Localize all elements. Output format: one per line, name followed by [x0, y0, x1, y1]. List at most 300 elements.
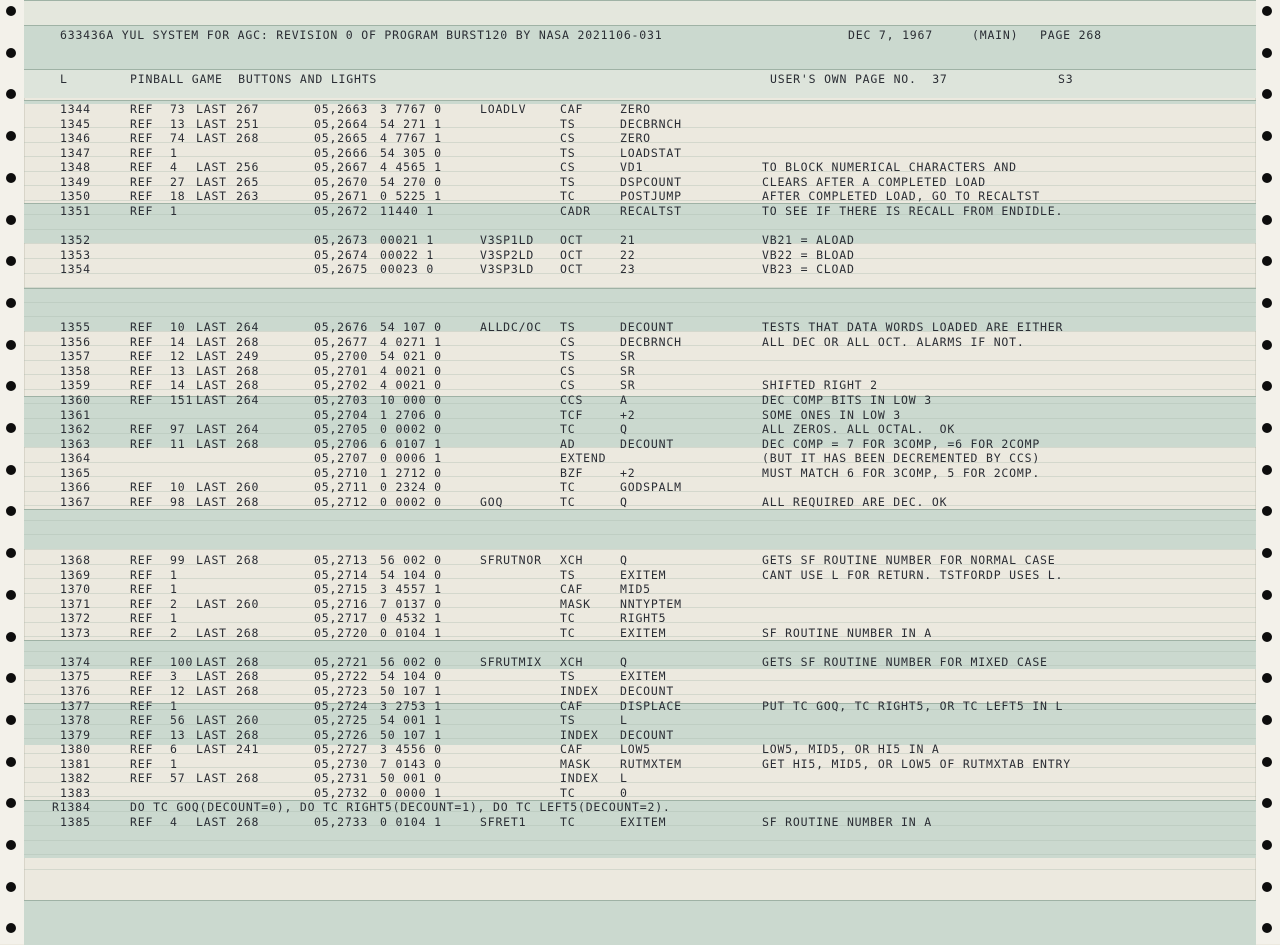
- instruction: XCH: [560, 553, 584, 568]
- ref-keyword: REF: [130, 567, 154, 582]
- line-number: 1359: [60, 378, 91, 393]
- ref-count: 13: [170, 116, 186, 131]
- subheader-title: PINBALL GAME BUTTONS AND LIGHTS: [130, 72, 378, 86]
- last-keyword: LAST: [196, 422, 227, 437]
- operand: L: [620, 713, 628, 728]
- line-number: 1350: [60, 189, 91, 204]
- line-number: 1378: [60, 713, 91, 728]
- last-page: 249: [236, 349, 260, 364]
- ref-keyword: REF: [130, 698, 154, 713]
- instruction: CS: [560, 160, 576, 175]
- ref-count: 1: [170, 698, 178, 713]
- octal-word: 1 2706 0: [380, 407, 442, 422]
- tractor-hole: [1262, 423, 1272, 433]
- tractor-hole: [6, 757, 16, 767]
- line-number: 1362: [60, 422, 91, 437]
- address: 05,2713: [314, 553, 369, 568]
- address: 05,2711: [314, 480, 369, 495]
- print-rule: [24, 476, 1256, 477]
- operand: LOADSTAT: [620, 145, 682, 160]
- tractor-hole: [6, 89, 16, 99]
- header-program: 633436A YUL SYSTEM FOR AGC: REVISION 0 OF PROGRAM BURST120 BY NASA 2021106-031: [60, 28, 663, 42]
- octal-word: 00022 1: [380, 247, 435, 262]
- ref-count: 100: [170, 654, 194, 669]
- tractor-hole: [1262, 89, 1272, 99]
- ref-keyword: REF: [130, 349, 154, 364]
- tractor-hole: [6, 381, 16, 391]
- ref-keyword: REF: [130, 684, 154, 698]
- octal-word: 56 002 0: [380, 654, 442, 669]
- line-number: 1380: [60, 742, 91, 757]
- comment: DEC COMP = 7 FOR 3COMP, =6 FOR 2COMP: [762, 436, 1041, 451]
- ref-keyword: REF: [130, 334, 154, 349]
- last-page: 241: [236, 742, 260, 757]
- ref-keyword: REF: [130, 713, 154, 728]
- instruction: TC: [560, 480, 576, 495]
- print-rule: [24, 229, 1256, 230]
- ref-keyword: REF: [130, 363, 154, 378]
- address: 05,2715: [314, 582, 369, 597]
- ref-keyword: DO TC GOQ(DECOUNT=0), DO TC RIGHT5(DECOUNT=1), DO TC LEFT5(DECOUNT=2).: [130, 800, 671, 815]
- line-number: 1365: [60, 465, 91, 480]
- address: 05,2733: [314, 814, 369, 829]
- operand: L: [620, 771, 628, 786]
- last-page: 268: [236, 654, 260, 669]
- octal-word: 4 7767 1: [380, 131, 442, 146]
- tractor-hole: [1262, 632, 1272, 642]
- octal-word: 4 0021 0: [380, 378, 442, 393]
- tractor-hole: [1262, 48, 1272, 58]
- operand: 22: [620, 247, 636, 262]
- ref-count: 4: [170, 160, 178, 175]
- ref-count: 10: [170, 320, 186, 335]
- line-number: 1345: [60, 116, 91, 131]
- line-number: 1349: [60, 174, 91, 189]
- last-keyword: LAST: [196, 320, 227, 335]
- last-page: 263: [236, 189, 260, 204]
- instruction: XCH: [560, 654, 584, 669]
- label: LOADLV: [480, 102, 527, 116]
- ref-keyword: REF: [130, 596, 154, 611]
- ref-count: 2: [170, 596, 178, 611]
- greenbar-band: [24, 509, 1256, 549]
- instruction: INDEX: [560, 727, 599, 742]
- print-rule: [24, 520, 1256, 521]
- comment: VB22 = BLOAD: [762, 247, 855, 262]
- ref-count: 18: [170, 189, 186, 204]
- address: 05,2702: [314, 378, 369, 393]
- line-number: 1368: [60, 553, 91, 568]
- operand: ZERO: [620, 102, 651, 116]
- print-rule: [24, 854, 1256, 855]
- operand: EXITEM: [620, 669, 667, 684]
- tractor-hole: [6, 173, 16, 183]
- ref-count: 56: [170, 713, 186, 728]
- line-number: 1374: [60, 654, 91, 669]
- octal-word: 0 0002 0: [380, 422, 442, 437]
- ref-keyword: REF: [130, 669, 154, 684]
- line-number: 1360: [60, 393, 91, 407]
- tractor-hole: [6, 131, 16, 141]
- operand: LOW5: [620, 742, 651, 757]
- ref-count: 4: [170, 814, 178, 829]
- operand: A: [620, 393, 628, 407]
- tractor-hole: [6, 6, 16, 16]
- address: 05,2724: [314, 698, 369, 713]
- address: 05,2677: [314, 334, 369, 349]
- line-number: 1351: [60, 203, 91, 218]
- tractor-hole: [1262, 298, 1272, 308]
- last-keyword: LAST: [196, 174, 227, 189]
- comment: PUT TC GOQ, TC RIGHT5, OR TC LEFT5 IN L: [762, 698, 1064, 713]
- operand: SR: [620, 349, 636, 364]
- tractor-hole: [6, 48, 16, 58]
- comment: CLEARS AFTER A COMPLETED LOAD: [762, 174, 986, 189]
- instruction: CAF: [560, 698, 584, 713]
- line-number: 1355: [60, 320, 91, 335]
- last-page: 260: [236, 480, 260, 495]
- tractor-hole: [1262, 173, 1272, 183]
- octal-word: 00023 0: [380, 262, 435, 277]
- address: 05,2701: [314, 363, 369, 378]
- line-number: 1354: [60, 262, 91, 277]
- last-page: 264: [236, 393, 260, 407]
- tractor-hole: [1262, 715, 1272, 725]
- address: 05,2717: [314, 611, 369, 626]
- ref-count: 73: [170, 102, 186, 116]
- ref-keyword: REF: [130, 116, 154, 131]
- octal-word: 3 4556 0: [380, 742, 442, 757]
- subheader-code: S3: [1058, 72, 1074, 86]
- comment: SF ROUTINE NUMBER IN A: [762, 625, 932, 640]
- address: 05,2666: [314, 145, 369, 160]
- comment: CANT USE L FOR RETURN. TSTFORDP USES L.: [762, 567, 1064, 582]
- ref-keyword: REF: [130, 189, 154, 204]
- header-date: DEC 7, 1967: [848, 28, 933, 42]
- last-keyword: LAST: [196, 160, 227, 175]
- line-number: 1370: [60, 582, 91, 597]
- instruction: TC: [560, 625, 576, 640]
- line-number: 1373: [60, 625, 91, 640]
- operand: ZERO: [620, 131, 651, 146]
- octal-word: 56 002 0: [380, 553, 442, 568]
- address: 05,2726: [314, 727, 369, 742]
- address: 05,2722: [314, 669, 369, 684]
- octal-word: 0 0002 0: [380, 494, 442, 509]
- ref-keyword: REF: [130, 582, 154, 597]
- address: 05,2727: [314, 742, 369, 757]
- ref-count: 1: [170, 567, 178, 582]
- last-keyword: LAST: [196, 494, 227, 509]
- last-keyword: LAST: [196, 814, 227, 829]
- line-number: 1357: [60, 349, 91, 364]
- last-keyword: LAST: [196, 189, 227, 204]
- octal-word: 50 107 1: [380, 727, 442, 742]
- label: SFRUTMIX: [480, 654, 542, 669]
- ref-count: 99: [170, 553, 186, 568]
- tractor-hole: [6, 256, 16, 266]
- instruction: CAF: [560, 102, 584, 116]
- last-keyword: LAST: [196, 116, 227, 131]
- ref-keyword: REF: [130, 771, 154, 786]
- tractor-hole: [1262, 798, 1272, 808]
- last-page: 268: [236, 553, 260, 568]
- octal-word: 6 0107 1: [380, 436, 442, 451]
- comment: (BUT IT HAS BEEN DECREMENTED BY CCS): [762, 451, 1041, 466]
- instruction: OCT: [560, 262, 584, 277]
- ref-count: 14: [170, 334, 186, 349]
- operand: +2: [620, 407, 636, 422]
- instruction: TS: [560, 174, 576, 189]
- last-keyword: LAST: [196, 480, 227, 495]
- address: 05,2725: [314, 713, 369, 728]
- octal-word: 0 4532 1: [380, 611, 442, 626]
- tractor-hole: [6, 215, 16, 225]
- octal-word: 0 2324 0: [380, 480, 442, 495]
- address: 05,2721: [314, 654, 369, 669]
- operand: DISPLACE: [620, 698, 682, 713]
- last-keyword: LAST: [196, 363, 227, 378]
- tractor-hole: [6, 632, 16, 642]
- line-number: 1379: [60, 727, 91, 742]
- tractor-hole: [6, 882, 16, 892]
- ref-keyword: REF: [130, 756, 154, 771]
- ref-keyword: REF: [130, 203, 154, 218]
- print-rule: [24, 651, 1256, 652]
- last-page: 268: [236, 334, 260, 349]
- last-page: 268: [236, 436, 260, 451]
- tractor-hole: [6, 506, 16, 516]
- ref-count: 1: [170, 203, 178, 218]
- comment: AFTER COMPLETED LOAD, GO TO RECALTST: [762, 189, 1041, 204]
- operand: Q: [620, 494, 628, 509]
- line-number: 1371: [60, 596, 91, 611]
- ref-keyword: REF: [130, 727, 154, 742]
- ref-keyword: REF: [130, 611, 154, 626]
- ref-count: 12: [170, 349, 186, 364]
- octal-word: 54 305 0: [380, 145, 442, 160]
- instruction: MASK: [560, 756, 591, 771]
- tractor-hole: [1262, 590, 1272, 600]
- tractor-hole: [1262, 757, 1272, 767]
- line-number: 1375: [60, 669, 91, 684]
- line-number: 1381: [60, 756, 91, 771]
- operand: 21: [620, 232, 636, 247]
- address: 05,2714: [314, 567, 369, 582]
- last-keyword: LAST: [196, 553, 227, 568]
- address: 05,2723: [314, 684, 369, 698]
- last-page: 264: [236, 320, 260, 335]
- ref-count: 1: [170, 582, 178, 597]
- line-number: 1367: [60, 494, 91, 509]
- instruction: BZF: [560, 465, 584, 480]
- print-rule: [24, 258, 1256, 259]
- top-band: [24, 0, 1256, 25]
- tractor-hole: [6, 590, 16, 600]
- instruction: CS: [560, 334, 576, 349]
- address: 05,2704: [314, 407, 369, 422]
- comment: LOW5, MID5, OR HI5 IN A: [762, 742, 940, 757]
- line-number: 1348: [60, 160, 91, 175]
- print-rule: [24, 534, 1256, 535]
- ref-keyword: REF: [130, 378, 154, 393]
- line-number: 1358: [60, 363, 91, 378]
- comment: DEC COMP BITS IN LOW 3: [762, 393, 932, 407]
- print-rule: [24, 243, 1256, 244]
- ref-count: 98: [170, 494, 186, 509]
- ref-count: 1: [170, 756, 178, 771]
- line-number: 1376: [60, 684, 91, 698]
- instruction: MASK: [560, 596, 591, 611]
- last-page: 268: [236, 814, 260, 829]
- print-rule: [24, 796, 1256, 797]
- octal-word: 4 0021 0: [380, 363, 442, 378]
- octal-word: 54 104 0: [380, 669, 442, 684]
- ref-count: 74: [170, 131, 186, 146]
- last-page: 268: [236, 669, 260, 684]
- instruction: TS: [560, 116, 576, 131]
- instruction: TS: [560, 669, 576, 684]
- ref-keyword: REF: [130, 814, 154, 829]
- octal-word: 0 5225 1: [380, 189, 442, 204]
- ref-count: 3: [170, 669, 178, 684]
- instruction: TS: [560, 145, 576, 160]
- subheader-letter: L: [60, 72, 68, 86]
- instruction: CAF: [560, 742, 584, 757]
- address: 05,2673: [314, 232, 369, 247]
- print-rule: [24, 273, 1256, 274]
- line-number: 1372: [60, 611, 91, 626]
- comment: TO SEE IF THERE IS RECALL FROM ENDIDLE.: [762, 203, 1064, 218]
- last-page: 251: [236, 116, 260, 131]
- line-number: 1377: [60, 698, 91, 713]
- instruction: INDEX: [560, 771, 599, 786]
- operand: +2: [620, 465, 636, 480]
- octal-word: 11440 1: [380, 203, 435, 218]
- operand: 0: [620, 785, 628, 800]
- octal-word: 0 0006 1: [380, 451, 442, 466]
- tractor-hole: [6, 923, 16, 933]
- instruction: TC: [560, 785, 576, 800]
- comment: GETS SF ROUTINE NUMBER FOR MIXED CASE: [762, 654, 1048, 669]
- comment: GETS SF ROUTINE NUMBER FOR NORMAL CASE: [762, 553, 1056, 568]
- last-keyword: LAST: [196, 393, 227, 407]
- address: 05,2663: [314, 102, 369, 116]
- line-number: 1364: [60, 451, 91, 466]
- comment: SOME ONES IN LOW 3: [762, 407, 902, 422]
- address: 05,2730: [314, 756, 369, 771]
- operand: RIGHT5: [620, 611, 667, 626]
- operand: 23: [620, 262, 636, 277]
- octal-word: 0 0104 1: [380, 625, 442, 640]
- tractor-hole: [1262, 256, 1272, 266]
- last-keyword: LAST: [196, 349, 227, 364]
- tractor-hole: [6, 840, 16, 850]
- ref-keyword: REF: [130, 625, 154, 640]
- last-page: 260: [236, 596, 260, 611]
- operand: EXITEM: [620, 625, 667, 640]
- address: 05,2712: [314, 494, 369, 509]
- octal-word: 1 2712 0: [380, 465, 442, 480]
- instruction: TS: [560, 713, 576, 728]
- line-number: 1356: [60, 334, 91, 349]
- operand: SR: [620, 363, 636, 378]
- octal-word: 54 001 1: [380, 713, 442, 728]
- operand: RUTMXTEM: [620, 756, 682, 771]
- last-page: 268: [236, 727, 260, 742]
- octal-word: 54 021 0: [380, 349, 442, 364]
- comment: TESTS THAT DATA WORDS LOADED ARE EITHER: [762, 320, 1064, 335]
- ref-keyword: REF: [130, 436, 154, 451]
- instruction: OCT: [560, 247, 584, 262]
- operand: DECOUNT: [620, 320, 675, 335]
- ref-count: 10: [170, 480, 186, 495]
- octal-word: 00021 1: [380, 232, 435, 247]
- last-page: 268: [236, 771, 260, 786]
- ref-keyword: REF: [130, 422, 154, 437]
- ref-count: 151: [170, 393, 194, 407]
- tractor-hole: [6, 673, 16, 683]
- address: 05,2664: [314, 116, 369, 131]
- octal-word: 4 0271 1: [380, 334, 442, 349]
- last-page: 268: [236, 378, 260, 393]
- instruction: TC: [560, 189, 576, 204]
- operand: DECOUNT: [620, 436, 675, 451]
- ref-count: 13: [170, 727, 186, 742]
- operand: VD1: [620, 160, 644, 175]
- instruction: TC: [560, 814, 576, 829]
- label: V3SP2LD: [480, 247, 535, 262]
- header-page: PAGE 268: [1040, 28, 1102, 42]
- ref-keyword: REF: [130, 160, 154, 175]
- line-number: 1361: [60, 407, 91, 422]
- tractor-hole: [1262, 131, 1272, 141]
- instruction: CS: [560, 378, 576, 393]
- print-rule: [24, 316, 1256, 317]
- instruction: TS: [560, 567, 576, 582]
- line-number: 1369: [60, 567, 91, 582]
- ref-keyword: REF: [130, 320, 154, 335]
- address: 05,2700: [314, 349, 369, 364]
- last-keyword: LAST: [196, 684, 227, 698]
- tractor-hole: [6, 548, 16, 558]
- instruction: CS: [560, 363, 576, 378]
- tractor-hole: [1262, 882, 1272, 892]
- listing-paper: [24, 0, 1256, 944]
- address: 05,2707: [314, 451, 369, 466]
- ref-count: 11: [170, 436, 186, 451]
- line-number: R1384: [52, 800, 91, 815]
- ref-keyword: REF: [130, 480, 154, 495]
- instruction: TC: [560, 611, 576, 626]
- tractor-hole: [6, 340, 16, 350]
- last-page: 267: [236, 102, 260, 116]
- label: V3SP1LD: [480, 232, 535, 247]
- tractor-hole: [1262, 215, 1272, 225]
- tractor-hole: [6, 715, 16, 725]
- address: 05,2665: [314, 131, 369, 146]
- last-keyword: LAST: [196, 727, 227, 742]
- last-page: 268: [236, 494, 260, 509]
- line-number: 1344: [60, 102, 91, 116]
- tractor-hole: [1262, 923, 1272, 933]
- octal-word: 10 000 0: [380, 393, 442, 407]
- last-page: 268: [236, 131, 260, 146]
- last-keyword: LAST: [196, 771, 227, 786]
- instruction: TC: [560, 422, 576, 437]
- tractor-hole: [1262, 465, 1272, 475]
- instruction: CADR: [560, 203, 591, 218]
